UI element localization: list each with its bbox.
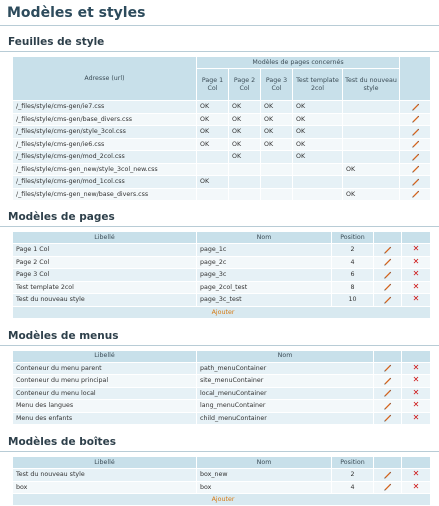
- boxes-add-row: [13, 494, 431, 506]
- delete-cell: [402, 400, 431, 413]
- pages-add-link[interactable]: Ajouter: [211, 308, 235, 316]
- stylesheet-template-cell: [343, 176, 400, 189]
- stylesheet-template-cell: OK: [229, 113, 261, 126]
- delete-x-icon[interactable]: ✕: [412, 362, 420, 372]
- page-template-name: page_2c: [197, 256, 332, 269]
- pencil-icon[interactable]: [411, 103, 420, 110]
- pencil-icon[interactable]: [383, 415, 392, 422]
- col-header-address: Adresse (url): [13, 57, 197, 101]
- page-template-position: 8: [332, 281, 374, 294]
- edit-cell: [374, 256, 402, 269]
- stylesheet-template-cell: OK: [229, 138, 261, 151]
- pencil-icon[interactable]: [411, 191, 420, 198]
- page-template-name: page_2col_test: [197, 281, 332, 294]
- page-template-label: Page 2 Col: [13, 256, 197, 269]
- col-header-edit: [374, 350, 402, 362]
- stylesheet-row: [13, 101, 431, 114]
- page-template-position: 10: [332, 294, 374, 307]
- col-header-templates-group: Modèles de pages concernés: [197, 57, 400, 69]
- box-template-row: [13, 469, 431, 482]
- menu-template-row: [13, 387, 431, 400]
- stylesheet-template-cell: OK: [343, 163, 400, 176]
- stylesheet-template-cell: OK: [293, 113, 343, 126]
- stylesheet-template-cell: [229, 163, 261, 176]
- col-header-actions: [400, 57, 431, 101]
- stylesheet-template-cell: OK: [229, 126, 261, 139]
- stylesheet-template-cell: [197, 151, 229, 164]
- pencil-icon[interactable]: [411, 128, 420, 135]
- delete-cell: [402, 244, 431, 257]
- stylesheet-template-cell: [197, 163, 229, 176]
- menu-template-name: local_menuContainer: [197, 387, 374, 400]
- stylesheet-url: /_files/style/cms-gen/mod_2col.css: [13, 151, 197, 164]
- pencil-icon[interactable]: [383, 246, 392, 253]
- box-template-row: [13, 481, 431, 494]
- edit-cell: [374, 481, 402, 494]
- col-header-name: Nom: [197, 232, 332, 244]
- page-template-name: page_3c_test: [197, 294, 332, 307]
- delete-x-icon[interactable]: ✕: [412, 244, 420, 254]
- section-title-menus: Modèles de menus: [0, 330, 439, 346]
- section-title-boxes: Modèles de boîtes: [0, 436, 439, 452]
- menu-template-row: [13, 412, 431, 425]
- delete-x-icon[interactable]: ✕: [412, 469, 420, 479]
- stylesheet-template-cell: [261, 188, 293, 201]
- page-template-row: [13, 269, 431, 282]
- stylesheet-url: /_files/style/cms-gen/style_3col.css: [13, 126, 197, 139]
- stylesheet-template-cell: [343, 138, 400, 151]
- delete-x-icon[interactable]: ✕: [412, 412, 420, 422]
- delete-cell: [402, 481, 431, 494]
- stylesheet-template-cell: [293, 176, 343, 189]
- stylesheet-url: /_files/style/cms-gen_new/style_3col_new.css: [13, 163, 197, 176]
- stylesheet-template-cell: OK: [293, 126, 343, 139]
- stylesheets-table: [12, 56, 431, 201]
- col-header-delete: [402, 350, 431, 362]
- stylesheet-template-cell: [343, 101, 400, 114]
- section-title-stylesheets: Feuilles de style: [0, 36, 439, 52]
- stylesheet-row: [13, 113, 431, 126]
- box-template-label: Test du nouveau style: [13, 469, 197, 482]
- page-template-label: Page 3 Col: [13, 269, 197, 282]
- stylesheet-row: [13, 188, 431, 201]
- stylesheet-row: [13, 163, 431, 176]
- col-header-delete: [402, 457, 431, 469]
- menu-template-label: Conteneur du menu principal: [13, 375, 197, 388]
- col-header-template: Page 2 Col: [229, 69, 261, 101]
- edit-cell: [400, 163, 431, 176]
- delete-x-icon[interactable]: ✕: [412, 256, 420, 266]
- stylesheet-template-cell: OK: [197, 113, 229, 126]
- menu-template-row: [13, 375, 431, 388]
- delete-cell: [402, 281, 431, 294]
- stylesheet-url: /_files/style/cms-gen/mod_1col.css: [13, 176, 197, 189]
- page-title: Modèles et styles: [0, 0, 439, 26]
- edit-cell: [400, 188, 431, 201]
- col-header-template: Page 3 Col: [261, 69, 293, 101]
- stylesheet-template-cell: OK: [197, 138, 229, 151]
- edit-cell: [374, 375, 402, 388]
- stylesheet-template-cell: [229, 188, 261, 201]
- edit-cell: [374, 294, 402, 307]
- page-template-label: Page 1 Col: [13, 244, 197, 257]
- col-header-edit: [374, 457, 402, 469]
- box-template-name: box_new: [197, 469, 332, 482]
- delete-cell: [402, 375, 431, 388]
- stylesheet-template-cell: [197, 188, 229, 201]
- pencil-icon[interactable]: [411, 153, 420, 160]
- edit-cell: [374, 362, 402, 375]
- menu-template-name: path_menuContainer: [197, 362, 374, 375]
- page-template-label: Test template 2col: [13, 281, 197, 294]
- stylesheet-template-cell: [343, 151, 400, 164]
- stylesheet-template-cell: OK: [261, 138, 293, 151]
- stylesheet-template-cell: OK: [293, 151, 343, 164]
- delete-cell: [402, 256, 431, 269]
- stylesheet-template-cell: OK: [197, 101, 229, 114]
- edit-cell: [400, 138, 431, 151]
- delete-x-icon[interactable]: ✕: [412, 269, 420, 279]
- col-header-name: Nom: [197, 350, 374, 362]
- pencil-icon[interactable]: [383, 402, 392, 409]
- edit-cell: [374, 269, 402, 282]
- delete-x-icon[interactable]: ✕: [412, 294, 420, 304]
- page-template-position: 6: [332, 269, 374, 282]
- col-header-position: Position: [332, 457, 374, 469]
- page-template-row: [13, 281, 431, 294]
- menu-template-name: site_menuContainer: [197, 375, 374, 388]
- stylesheet-template-cell: [229, 176, 261, 189]
- menu-template-name: lang_menuContainer: [197, 400, 374, 413]
- menu-template-label: Menu des enfants: [13, 412, 197, 425]
- stylesheet-template-cell: OK: [229, 101, 261, 114]
- box-template-name: box: [197, 481, 332, 494]
- menu-template-label: Conteneur du menu parent: [13, 362, 197, 375]
- stylesheet-template-cell: [293, 188, 343, 201]
- delete-cell: [402, 469, 431, 482]
- edit-cell: [374, 412, 402, 425]
- stylesheet-template-cell: OK: [261, 126, 293, 139]
- pencil-icon[interactable]: [411, 141, 420, 148]
- stylesheet-url: /_files/style/cms-gen/ie6.css: [13, 138, 197, 151]
- col-header-name: Nom: [197, 457, 332, 469]
- box-template-position: 4: [332, 481, 374, 494]
- stylesheet-template-cell: OK: [293, 101, 343, 114]
- stylesheet-url: /_files/style/cms-gen/ie7.css: [13, 101, 197, 114]
- edit-cell: [374, 469, 402, 482]
- pencil-icon[interactable]: [383, 259, 392, 266]
- section-title-pages: Modèles de pages: [0, 211, 439, 227]
- pencil-icon[interactable]: [411, 166, 420, 173]
- stylesheet-template-cell: [261, 163, 293, 176]
- stylesheet-template-cell: OK: [343, 188, 400, 201]
- stylesheet-row: [13, 126, 431, 139]
- edit-cell: [374, 244, 402, 257]
- stylesheet-template-cell: [261, 176, 293, 189]
- edit-cell: [400, 176, 431, 189]
- delete-cell: [402, 362, 431, 375]
- page-template-label: Test du nouveau style: [13, 294, 197, 307]
- edit-cell: [400, 101, 431, 114]
- delete-x-icon[interactable]: ✕: [412, 481, 420, 491]
- page-template-row: [13, 294, 431, 307]
- edit-cell: [400, 151, 431, 164]
- pencil-icon[interactable]: [383, 365, 392, 372]
- stylesheet-row: [13, 151, 431, 164]
- menu-template-row: [13, 400, 431, 413]
- delete-x-icon[interactable]: ✕: [412, 387, 420, 397]
- edit-cell: [400, 113, 431, 126]
- menu-template-row: [13, 362, 431, 375]
- menu-template-name: child_menuContainer: [197, 412, 374, 425]
- menus-table: [12, 350, 431, 426]
- pencil-icon[interactable]: [383, 296, 392, 303]
- edit-cell: [374, 281, 402, 294]
- pencil-icon[interactable]: [411, 116, 420, 123]
- col-header-template: Test du nouveau style: [343, 69, 400, 101]
- delete-cell: [402, 387, 431, 400]
- page-template-row: [13, 244, 431, 257]
- box-template-label: box: [13, 481, 197, 494]
- stylesheet-template-cell: OK: [229, 151, 261, 164]
- stylesheet-url: /_files/style/cms-gen_new/base_divers.css: [13, 188, 197, 201]
- stylesheet-template-cell: OK: [293, 138, 343, 151]
- stylesheet-template-cell: OK: [197, 126, 229, 139]
- pages-add-row: [13, 306, 431, 318]
- edit-cell: [374, 387, 402, 400]
- col-header-template: Test template 2col: [293, 69, 343, 101]
- box-template-position: 2: [332, 469, 374, 482]
- delete-cell: [402, 269, 431, 282]
- stylesheet-template-cell: OK: [261, 113, 293, 126]
- col-header-template: Page 1 Col: [197, 69, 229, 101]
- pencil-icon[interactable]: [383, 271, 392, 278]
- col-header-label: Libellé: [13, 350, 197, 362]
- stylesheet-template-cell: [343, 113, 400, 126]
- col-header-position: Position: [332, 232, 374, 244]
- edit-cell: [400, 126, 431, 139]
- delete-cell: [402, 294, 431, 307]
- boxes-add-link[interactable]: Ajouter: [211, 496, 235, 503]
- col-header-edit: [374, 232, 402, 244]
- stylesheet-template-cell: [343, 126, 400, 139]
- delete-x-icon[interactable]: ✕: [412, 281, 420, 291]
- menu-template-label: Conteneur du menu local: [13, 387, 197, 400]
- stylesheet-template-cell: [261, 151, 293, 164]
- pencil-icon[interactable]: [383, 484, 392, 491]
- page-template-name: page_1c: [197, 244, 332, 257]
- stylesheet-row: [13, 138, 431, 151]
- pencil-icon[interactable]: [383, 471, 392, 478]
- pencil-icon[interactable]: [383, 284, 392, 291]
- col-header-label: Libellé: [13, 232, 197, 244]
- delete-x-icon[interactable]: ✕: [412, 375, 420, 385]
- pages-table: [12, 231, 431, 319]
- edit-cell: [374, 400, 402, 413]
- delete-x-icon[interactable]: ✕: [412, 400, 420, 410]
- pencil-icon[interactable]: [411, 178, 420, 185]
- stylesheet-url: /_files/style/cms-gen/base_divers.css: [13, 113, 197, 126]
- stylesheet-template-cell: [293, 163, 343, 176]
- page-template-row: [13, 256, 431, 269]
- page-template-position: 2: [332, 244, 374, 257]
- delete-cell: [402, 412, 431, 425]
- pencil-icon[interactable]: [383, 377, 392, 384]
- page-template-position: 4: [332, 256, 374, 269]
- col-header-label: Libellé: [13, 457, 197, 469]
- stylesheet-template-cell: OK: [261, 101, 293, 114]
- col-header-delete: [402, 232, 431, 244]
- pencil-icon[interactable]: [383, 390, 392, 397]
- stylesheet-row: [13, 176, 431, 189]
- menu-template-label: Menu des langues: [13, 400, 197, 413]
- stylesheet-template-cell: OK: [197, 176, 229, 189]
- page-template-name: page_3c: [197, 269, 332, 282]
